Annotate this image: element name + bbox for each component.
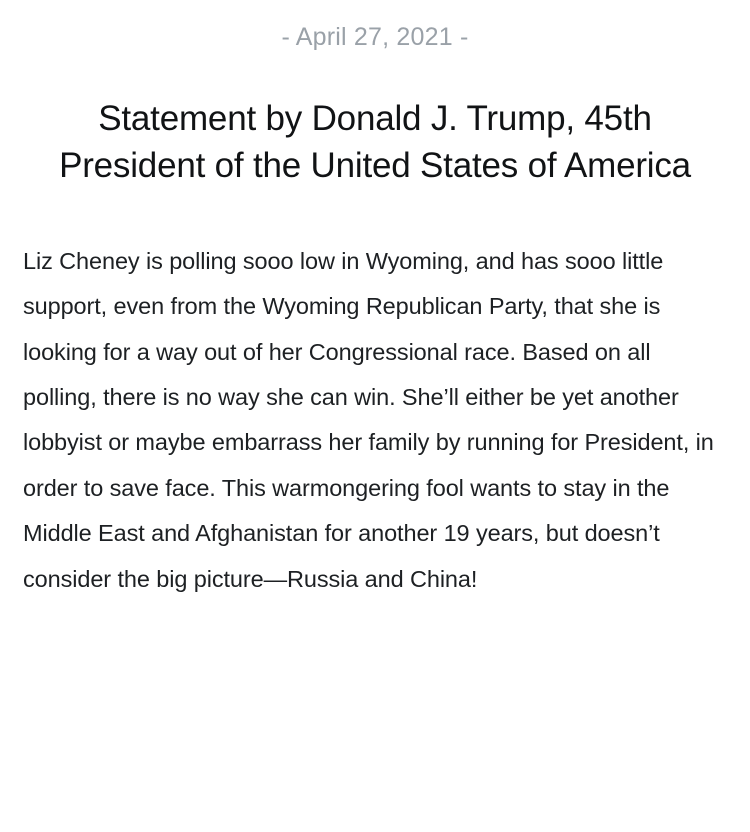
page-title: Statement by Donald J. Trump, 45th President of the United States of America: [59, 99, 691, 185]
statement-page: [0, 22, 750, 832]
statement-date: - April 27, 2021 -: [281, 23, 469, 51]
statement-body-text: Liz Cheney is polling sooo low in Wyoming, and has sooo little support, even from the Wyoming Republican Party, that she is looking for a way out of her Congressional race. Based on all polling, there is no way she can win. She’ll either be yet another lobbyist or maybe embarrass her family by running for President, in order to save face. This warmongering fool wants to stay in the Middle East and Afghanistan for another 19 years, but doesn’t consider the big picture—Russia and China!: [23, 248, 714, 592]
